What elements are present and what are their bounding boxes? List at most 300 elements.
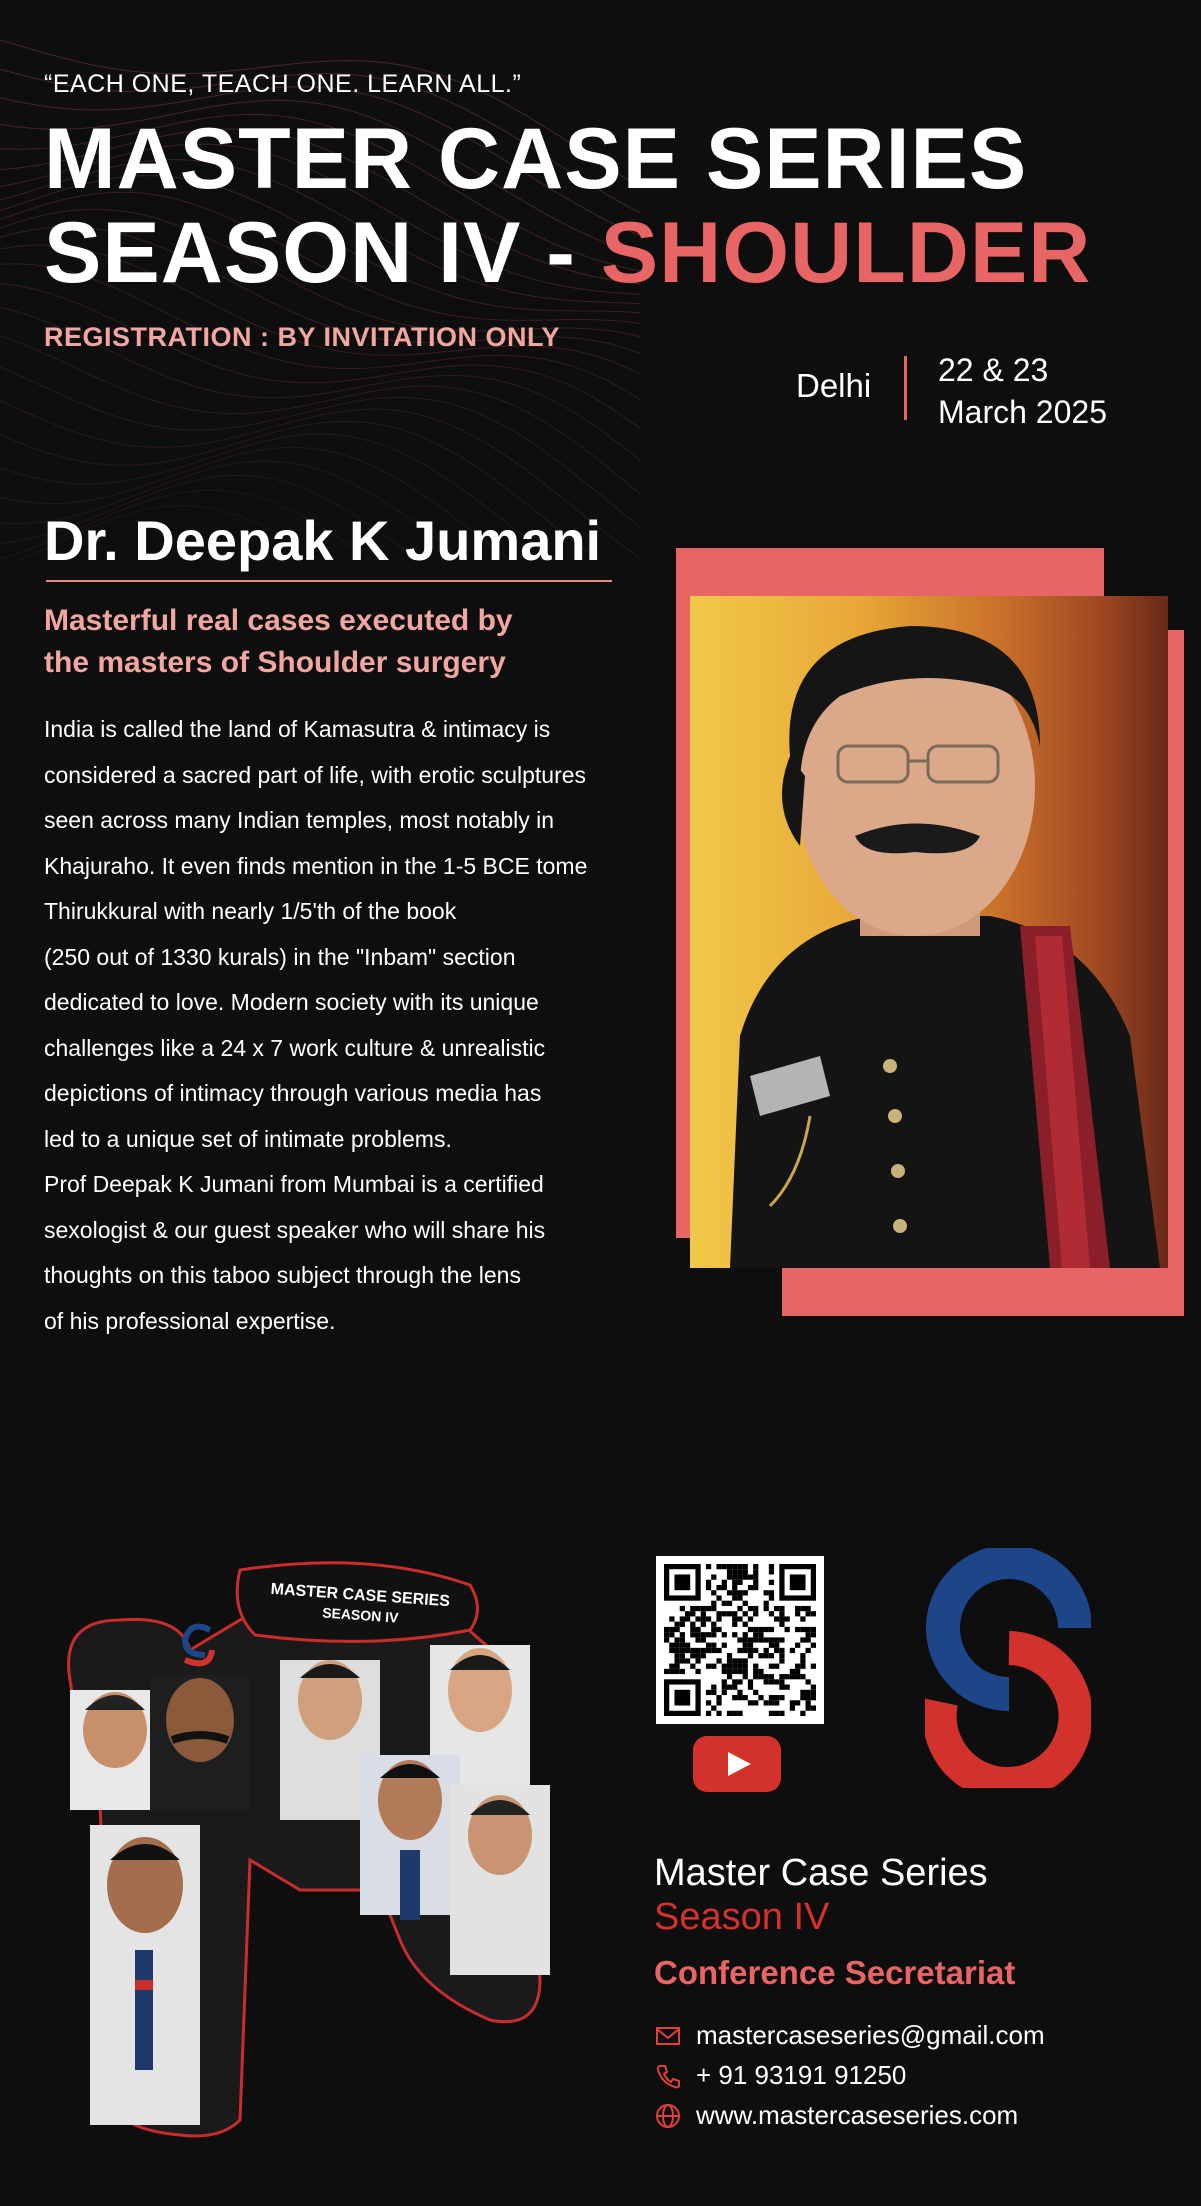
bio-line: of his professional expertise. [44, 1307, 336, 1334]
qr-module [748, 1653, 753, 1658]
faculty-portrait [360, 1755, 460, 1920]
qr-module [737, 1616, 742, 1621]
qr-module [748, 1616, 753, 1621]
qr-module [764, 1648, 769, 1653]
qr-module [774, 1648, 779, 1653]
qr-module [690, 1606, 695, 1611]
qr-module [764, 1606, 769, 1611]
qr-module [737, 1595, 742, 1600]
qr-module [727, 1664, 732, 1669]
qr-module [806, 1648, 811, 1653]
qr-module [674, 1669, 679, 1674]
qr-module [737, 1658, 742, 1663]
qr-module [737, 1574, 742, 1579]
qr-module [674, 1622, 679, 1627]
qr-module [743, 1622, 748, 1627]
qr-module [753, 1627, 758, 1632]
qr-module [806, 1606, 811, 1611]
qr-module [769, 1700, 774, 1705]
qr-module [695, 1658, 700, 1663]
qr-module [711, 1690, 716, 1695]
bio-line: led to a unique set of intimate problems. [44, 1125, 452, 1152]
qr-module [774, 1643, 779, 1648]
qr-module [732, 1569, 737, 1574]
qr-module [769, 1664, 774, 1669]
speaker-subtitle [44, 600, 664, 684]
qr-module [753, 1632, 758, 1637]
qr-module [669, 1664, 674, 1669]
qr-module [716, 1648, 721, 1653]
qr-module [674, 1648, 679, 1653]
qr-module [758, 1653, 763, 1658]
qr-module [758, 1632, 763, 1637]
qr-module [695, 1616, 700, 1621]
qr-module [674, 1653, 679, 1658]
qr-module [732, 1685, 737, 1690]
qr-module [743, 1643, 748, 1648]
qr-module [737, 1690, 742, 1695]
qr-module [811, 1706, 816, 1711]
qr-module [706, 1700, 711, 1705]
contact-email[interactable] [654, 2020, 1045, 2051]
speaker-portrait [690, 596, 1168, 1268]
qr-module [727, 1658, 732, 1663]
qr-module [806, 1700, 811, 1705]
qr-module [753, 1574, 758, 1579]
qr-module [701, 1616, 706, 1621]
qr-module [732, 1564, 737, 1569]
qr-module [753, 1606, 758, 1611]
qr-module [737, 1590, 742, 1595]
qr-module [748, 1574, 753, 1579]
qr-module [737, 1637, 742, 1642]
qr-module [722, 1564, 727, 1569]
qr-module [811, 1611, 816, 1616]
title-season: SEASON IV - [44, 205, 601, 301]
qr-module [690, 1622, 695, 1627]
qr-module [695, 1653, 700, 1658]
qr-module [753, 1564, 758, 1569]
qr-module [722, 1632, 727, 1637]
qr-module [806, 1679, 811, 1684]
qr-module [732, 1595, 737, 1600]
qr-module [732, 1695, 737, 1700]
qr-module [737, 1679, 742, 1684]
qr-module [722, 1601, 727, 1606]
qr-module [779, 1653, 784, 1658]
qr-module [753, 1669, 758, 1674]
qr-module [748, 1648, 753, 1653]
qr-module [727, 1674, 732, 1679]
qr-module [737, 1695, 742, 1700]
qr-module [732, 1632, 737, 1637]
qr-module [680, 1653, 685, 1658]
qr-module [669, 1632, 674, 1637]
qr-module [769, 1595, 774, 1600]
qr-module [790, 1669, 795, 1674]
qr-module [727, 1601, 732, 1606]
qr-module [769, 1695, 774, 1700]
qr-module [722, 1664, 727, 1669]
qr-module [690, 1632, 695, 1637]
qr-module [743, 1658, 748, 1663]
qr-module [727, 1669, 732, 1674]
qr-module [774, 1679, 779, 1684]
series-badge [237, 1563, 477, 1642]
faculty-portrait [450, 1785, 550, 1975]
bio-line: considered a sacred part of life, with erotic sculptures [44, 761, 587, 788]
qr-module [732, 1679, 737, 1684]
qr-module [790, 1706, 795, 1711]
qr-module [711, 1632, 716, 1637]
qr-module [716, 1611, 721, 1616]
org-season: Season IV [654, 1896, 830, 1938]
qr-module [685, 1643, 690, 1648]
qr-module [674, 1643, 679, 1648]
qr-module [753, 1664, 758, 1669]
qr-module [769, 1627, 774, 1632]
qr-module [779, 1711, 784, 1716]
qr-module [795, 1606, 800, 1611]
qr-module [774, 1711, 779, 1716]
qr-module [779, 1679, 784, 1684]
qr-module [806, 1637, 811, 1642]
bio-line: India is called the land of Kamasutra & intimacy is [44, 716, 551, 742]
qr-module [690, 1627, 695, 1632]
qr-module [727, 1564, 732, 1569]
qr-module [695, 1648, 700, 1653]
qr-code[interactable] [656, 1556, 824, 1724]
badge-line-2: SEASON IV [321, 1604, 399, 1626]
qr-module [785, 1616, 790, 1621]
qr-module [753, 1611, 758, 1616]
qr-module [732, 1669, 737, 1674]
qr-module [722, 1685, 727, 1690]
qr-module [685, 1616, 690, 1621]
qr-module [716, 1711, 721, 1716]
qr-finder [790, 1574, 806, 1590]
qr-module [711, 1601, 716, 1606]
qr-module [701, 1637, 706, 1642]
qr-module [685, 1611, 690, 1616]
qr-module [774, 1616, 779, 1621]
page-title [44, 112, 1091, 300]
qr-module [732, 1622, 737, 1627]
qr-module [732, 1580, 737, 1585]
bio-line: sexologist & our guest speaker who will share his [44, 1216, 546, 1243]
qr-module [779, 1611, 784, 1616]
qr-module [743, 1632, 748, 1637]
qr-module [701, 1606, 706, 1611]
qr-module [743, 1674, 748, 1679]
conference-secretariat: Conference Secretariat [654, 1954, 1016, 1991]
qr-module [701, 1622, 706, 1627]
speaker-name: Dr. Deepak K Jumani [44, 509, 602, 572]
bio-line: Khajuraho. It even finds mention in the 1-5 BCE tome [44, 852, 588, 879]
qr-module [674, 1637, 679, 1642]
qr-module [795, 1611, 800, 1616]
qr-module [716, 1585, 721, 1590]
qr-module [753, 1648, 758, 1653]
qr-module [795, 1643, 800, 1648]
qr-module [706, 1664, 711, 1669]
qr-module [753, 1700, 758, 1705]
event-dates [938, 349, 1107, 433]
qr-module [769, 1611, 774, 1616]
qr-module [727, 1711, 732, 1716]
qr-module [806, 1632, 811, 1637]
globe-icon [654, 2102, 682, 2130]
bio-line: depictions of intimacy through various media has [44, 1080, 542, 1106]
qr-module [695, 1627, 700, 1632]
qr-module [769, 1564, 774, 1569]
qr-module [722, 1643, 727, 1648]
qr-module [800, 1690, 805, 1695]
qr-module [800, 1658, 805, 1663]
qr-module [706, 1643, 711, 1648]
qr-module [779, 1622, 784, 1627]
qr-module [769, 1590, 774, 1595]
qr-module [800, 1711, 805, 1716]
qr-module [743, 1569, 748, 1574]
qr-module [706, 1606, 711, 1611]
qr-module [748, 1685, 753, 1690]
qr-module [737, 1564, 742, 1569]
qr-module [669, 1616, 674, 1621]
tagline: “EACH ONE, TEACH ONE. LEARN ALL.” [44, 70, 522, 98]
contact-website[interactable] [654, 2100, 1018, 2131]
qr-module [732, 1658, 737, 1663]
qr-module [764, 1700, 769, 1705]
qr-module [806, 1627, 811, 1632]
qr-module [758, 1637, 763, 1642]
qr-module [669, 1669, 674, 1674]
qr-module [811, 1664, 816, 1669]
qr-module [758, 1669, 763, 1674]
faculty-bone-illustration [40, 1560, 580, 2140]
qr-module [743, 1648, 748, 1653]
qr-module [806, 1706, 811, 1711]
event-dates-days: 22 & 23 [938, 352, 1049, 388]
faculty-portrait [70, 1690, 160, 1810]
qr-module [779, 1616, 784, 1621]
qr-module [779, 1674, 784, 1679]
qr-module [737, 1569, 742, 1574]
qr-finder [674, 1690, 690, 1706]
qr-module [764, 1679, 769, 1684]
qr-module [785, 1685, 790, 1690]
qr-module [695, 1632, 700, 1637]
speaker-divider [46, 580, 612, 582]
qr-module [727, 1653, 732, 1658]
event-dates-month: March 2025 [938, 394, 1107, 430]
qr-module [790, 1700, 795, 1705]
qr-module [732, 1611, 737, 1616]
qr-module [743, 1564, 748, 1569]
qr-module [769, 1569, 774, 1574]
qr-module [680, 1643, 685, 1648]
qr-module [748, 1643, 753, 1648]
bio-line: thoughts on this taboo subject through the lens [44, 1262, 521, 1288]
bio-line: dedicated to love. Modern society with its unique [44, 989, 539, 1015]
qr-module [748, 1606, 753, 1611]
qr-module [769, 1653, 774, 1658]
qr-module [674, 1664, 679, 1669]
qr-module [811, 1643, 816, 1648]
qr-module [722, 1679, 727, 1684]
qr-module [737, 1580, 742, 1585]
qr-module [764, 1627, 769, 1632]
qr-module [743, 1601, 748, 1606]
qr-module [680, 1658, 685, 1663]
qr-module [779, 1637, 784, 1642]
qr-module [800, 1653, 805, 1658]
qr-module [795, 1700, 800, 1705]
subtitle-line-2: the masters of Shoulder surgery [44, 646, 506, 679]
event-city: Delhi [796, 367, 872, 404]
qr-module [748, 1585, 753, 1590]
qr-module [769, 1580, 774, 1585]
qr-module [732, 1711, 737, 1716]
phone-icon [654, 2062, 682, 2090]
qr-module [680, 1669, 685, 1674]
qr-module [690, 1611, 695, 1616]
qr-module [800, 1616, 805, 1621]
qr-module [706, 1564, 711, 1569]
bio-line: (250 out of 1330 kurals) in the "Inbam" section [44, 943, 516, 970]
qr-module [711, 1590, 716, 1595]
qr-module [748, 1637, 753, 1642]
qr-module [727, 1611, 732, 1616]
phone-text: + 91 93191 91250 [696, 2060, 907, 2090]
qr-module [774, 1664, 779, 1669]
qr-module [690, 1648, 695, 1653]
title-line-2 [44, 206, 1091, 300]
qr-module [758, 1674, 763, 1679]
qr-module [716, 1658, 721, 1663]
qr-module [774, 1695, 779, 1700]
qr-module [727, 1685, 732, 1690]
qr-module [790, 1674, 795, 1679]
qr-module [806, 1695, 811, 1700]
qr-module [716, 1695, 721, 1700]
qr-module [722, 1669, 727, 1674]
qr-module [727, 1569, 732, 1574]
qr-module [680, 1632, 685, 1637]
qr-module [748, 1627, 753, 1632]
qr-module [674, 1658, 679, 1663]
qr-module [764, 1653, 769, 1658]
bio-line: Prof Deepak K Jumani from Mumbai is a certified [44, 1171, 544, 1197]
qr-module [774, 1637, 779, 1642]
qr-module [680, 1616, 685, 1621]
qr-module [701, 1632, 706, 1637]
qr-module [758, 1695, 763, 1700]
qr-module [811, 1695, 816, 1700]
qr-module [711, 1706, 716, 1711]
qr-module [706, 1616, 711, 1621]
qr-module [743, 1574, 748, 1579]
qr-module [727, 1574, 732, 1579]
qr-module [743, 1664, 748, 1669]
bio-line: Thirukkural with nearly 1/5'th of the book [44, 898, 457, 924]
qr-module [695, 1606, 700, 1611]
qr-module [680, 1648, 685, 1653]
contact-phone[interactable] [654, 2060, 906, 2091]
youtube-icon[interactable] [693, 1736, 781, 1792]
qr-module [732, 1590, 737, 1595]
qr-module [695, 1669, 700, 1674]
qr-module [706, 1711, 711, 1716]
qr-module [737, 1664, 742, 1669]
qr-module [795, 1674, 800, 1679]
qr-module [811, 1690, 816, 1695]
qr-module [732, 1574, 737, 1579]
bio-line: challenges like a 24 x 7 work culture & unrealistic [44, 1034, 546, 1061]
qr-module [811, 1632, 816, 1637]
qr-module [722, 1585, 727, 1590]
wave-line [0, 284, 640, 429]
qr-module [711, 1627, 716, 1632]
registration-note: REGISTRATION : BY INVITATION ONLY [44, 322, 561, 352]
qr-module [800, 1664, 805, 1669]
qr-module [680, 1622, 685, 1627]
qr-module [753, 1569, 758, 1574]
qr-module [706, 1648, 711, 1653]
portrait-illustration [690, 596, 1168, 1268]
qr-module [706, 1690, 711, 1695]
faculty-portrait [90, 1825, 200, 2125]
qr-finder [674, 1574, 690, 1590]
qr-module [685, 1648, 690, 1653]
qr-module [753, 1637, 758, 1642]
qr-module [706, 1632, 711, 1637]
qr-module [716, 1595, 721, 1600]
qr-module [753, 1585, 758, 1590]
qr-module [785, 1674, 790, 1679]
mail-icon [654, 2022, 682, 2050]
title-accent-shoulder: SHOULDER [600, 205, 1092, 301]
qr-module [743, 1637, 748, 1642]
qr-module [664, 1669, 669, 1674]
faculty-portrait [150, 1675, 250, 1810]
qr-module [737, 1606, 742, 1611]
qr-module [774, 1700, 779, 1705]
badge-line-1: MASTER CASE SERIES [270, 1580, 451, 1611]
qr-module [795, 1627, 800, 1632]
qr-module [680, 1637, 685, 1642]
qr-module [669, 1648, 674, 1653]
qr-module [785, 1627, 790, 1632]
date-divider [904, 356, 907, 420]
subtitle-line-1: Masterful real cases executed by [44, 604, 513, 637]
qr-module [800, 1606, 805, 1611]
qr-module [722, 1611, 727, 1616]
qr-module [669, 1627, 674, 1632]
qr-module [711, 1622, 716, 1627]
qr-module [737, 1669, 742, 1674]
qr-module [811, 1627, 816, 1632]
qr-module [690, 1653, 695, 1658]
qr-module [779, 1648, 784, 1653]
qr-module [727, 1590, 732, 1595]
qr-module [769, 1679, 774, 1684]
qr-module [764, 1637, 769, 1642]
qr-module [711, 1685, 716, 1690]
qr-module [806, 1611, 811, 1616]
qr-module [800, 1674, 805, 1679]
qr-module [674, 1627, 679, 1632]
